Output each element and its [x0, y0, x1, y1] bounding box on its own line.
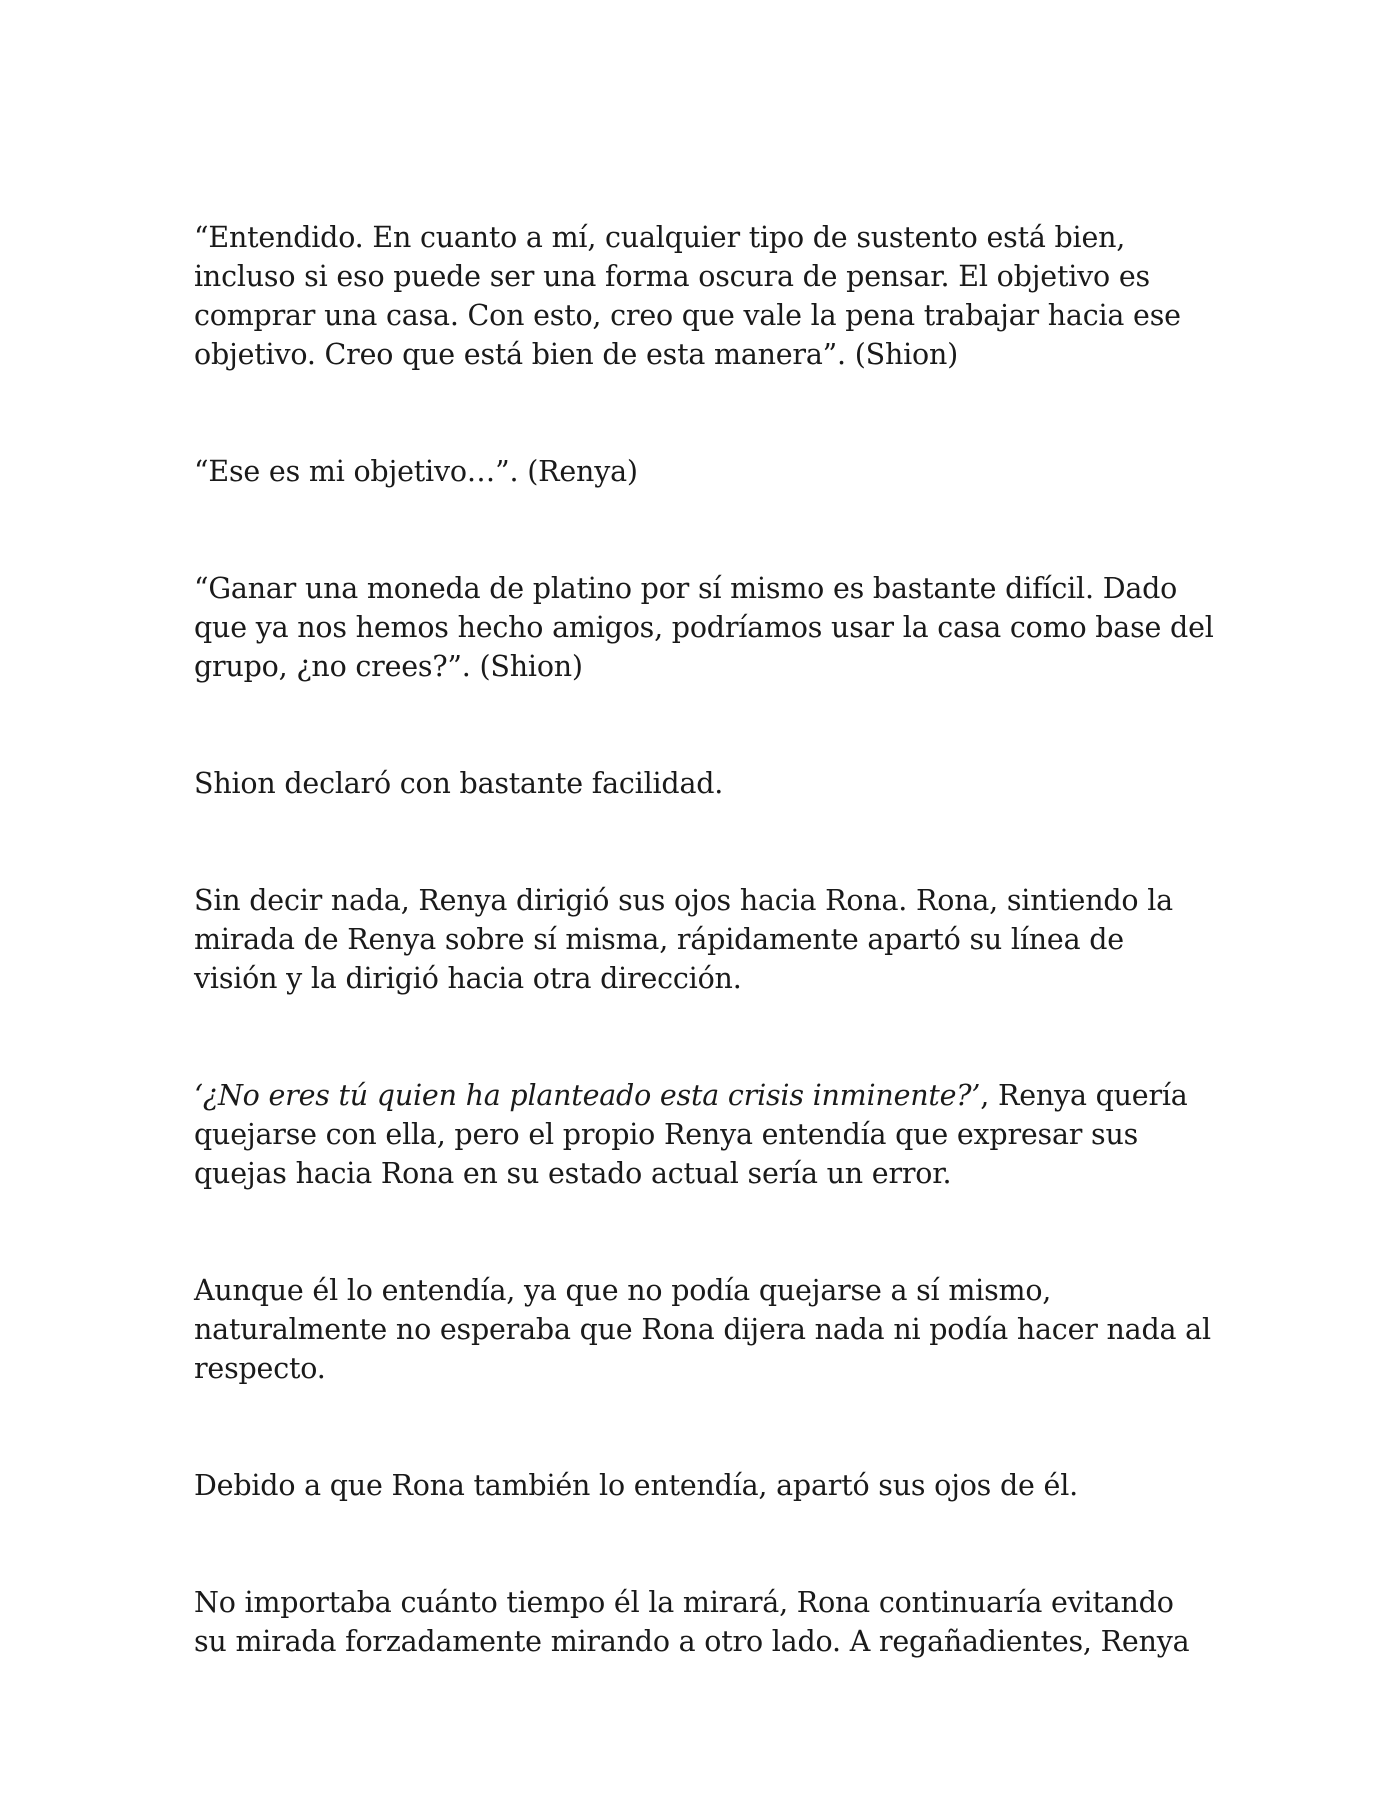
paragraph-text: , Renya quería quejarse con ella, pero el propio Renya entendía que expresar sus quejas hacia Rona en su estado actual sería un error.	[194, 1079, 1188, 1190]
paragraph-text: “Entendido. En cuanto a mí, cualquier tipo de sustento está bien, incluso si eso puede ser una forma oscura de pensar. El objetivo es comprar una casa. Con esto, creo que vale la pena trabajar hacia ese objetivo. Creo que está bien de esta manera”. (Shion)	[194, 221, 1181, 371]
paragraph-text: Aunque él lo entendía, ya que no podía quejarse a sí mismo, naturalmente no esperaba que Rona dijera nada ni podía hacer nada al respecto.	[194, 1274, 1211, 1385]
paragraph-text: Shion declaró con bastante facilidad.	[194, 767, 724, 800]
paragraph-9	[194, 1583, 1214, 1661]
paragraph-text: No importaba cuánto tiempo él la mirará, Rona continuaría evitando su mirada forzadamente mirando a otro lado. A regañadientes, Renya	[194, 1586, 1190, 1658]
paragraph-8	[194, 1466, 1214, 1505]
text-column	[194, 218, 1214, 1661]
paragraph-text: Debido a que Rona también lo entendía, apartó sus ojos de él.	[194, 1469, 1078, 1502]
paragraph-text: “Ese es mi objetivo…”. (Renya)	[194, 455, 638, 488]
paragraph-4	[194, 764, 1214, 803]
paragraph-text: “Ganar una moneda de platino por sí mismo es bastante difícil. Dado que ya nos hemos hecho amigos, podríamos usar la casa como base del grupo, ¿no crees?”. (Shion)	[194, 572, 1214, 683]
italic-thought: ‘¿No eres tú quien ha planteado esta crisis inminente?’	[194, 1079, 981, 1112]
paragraph-3	[194, 569, 1214, 686]
paragraph-6	[194, 1076, 1214, 1193]
paragraph-2	[194, 452, 1214, 491]
paragraph-1	[194, 218, 1214, 374]
paragraph-7	[194, 1271, 1214, 1388]
paragraph-text: Sin decir nada, Renya dirigió sus ojos hacia Rona. Rona, sintiendo la mirada de Renya sobre sí misma, rápidamente apartó su línea de visión y la dirigió hacia otra dirección.	[194, 884, 1173, 995]
paragraph-5	[194, 881, 1214, 998]
